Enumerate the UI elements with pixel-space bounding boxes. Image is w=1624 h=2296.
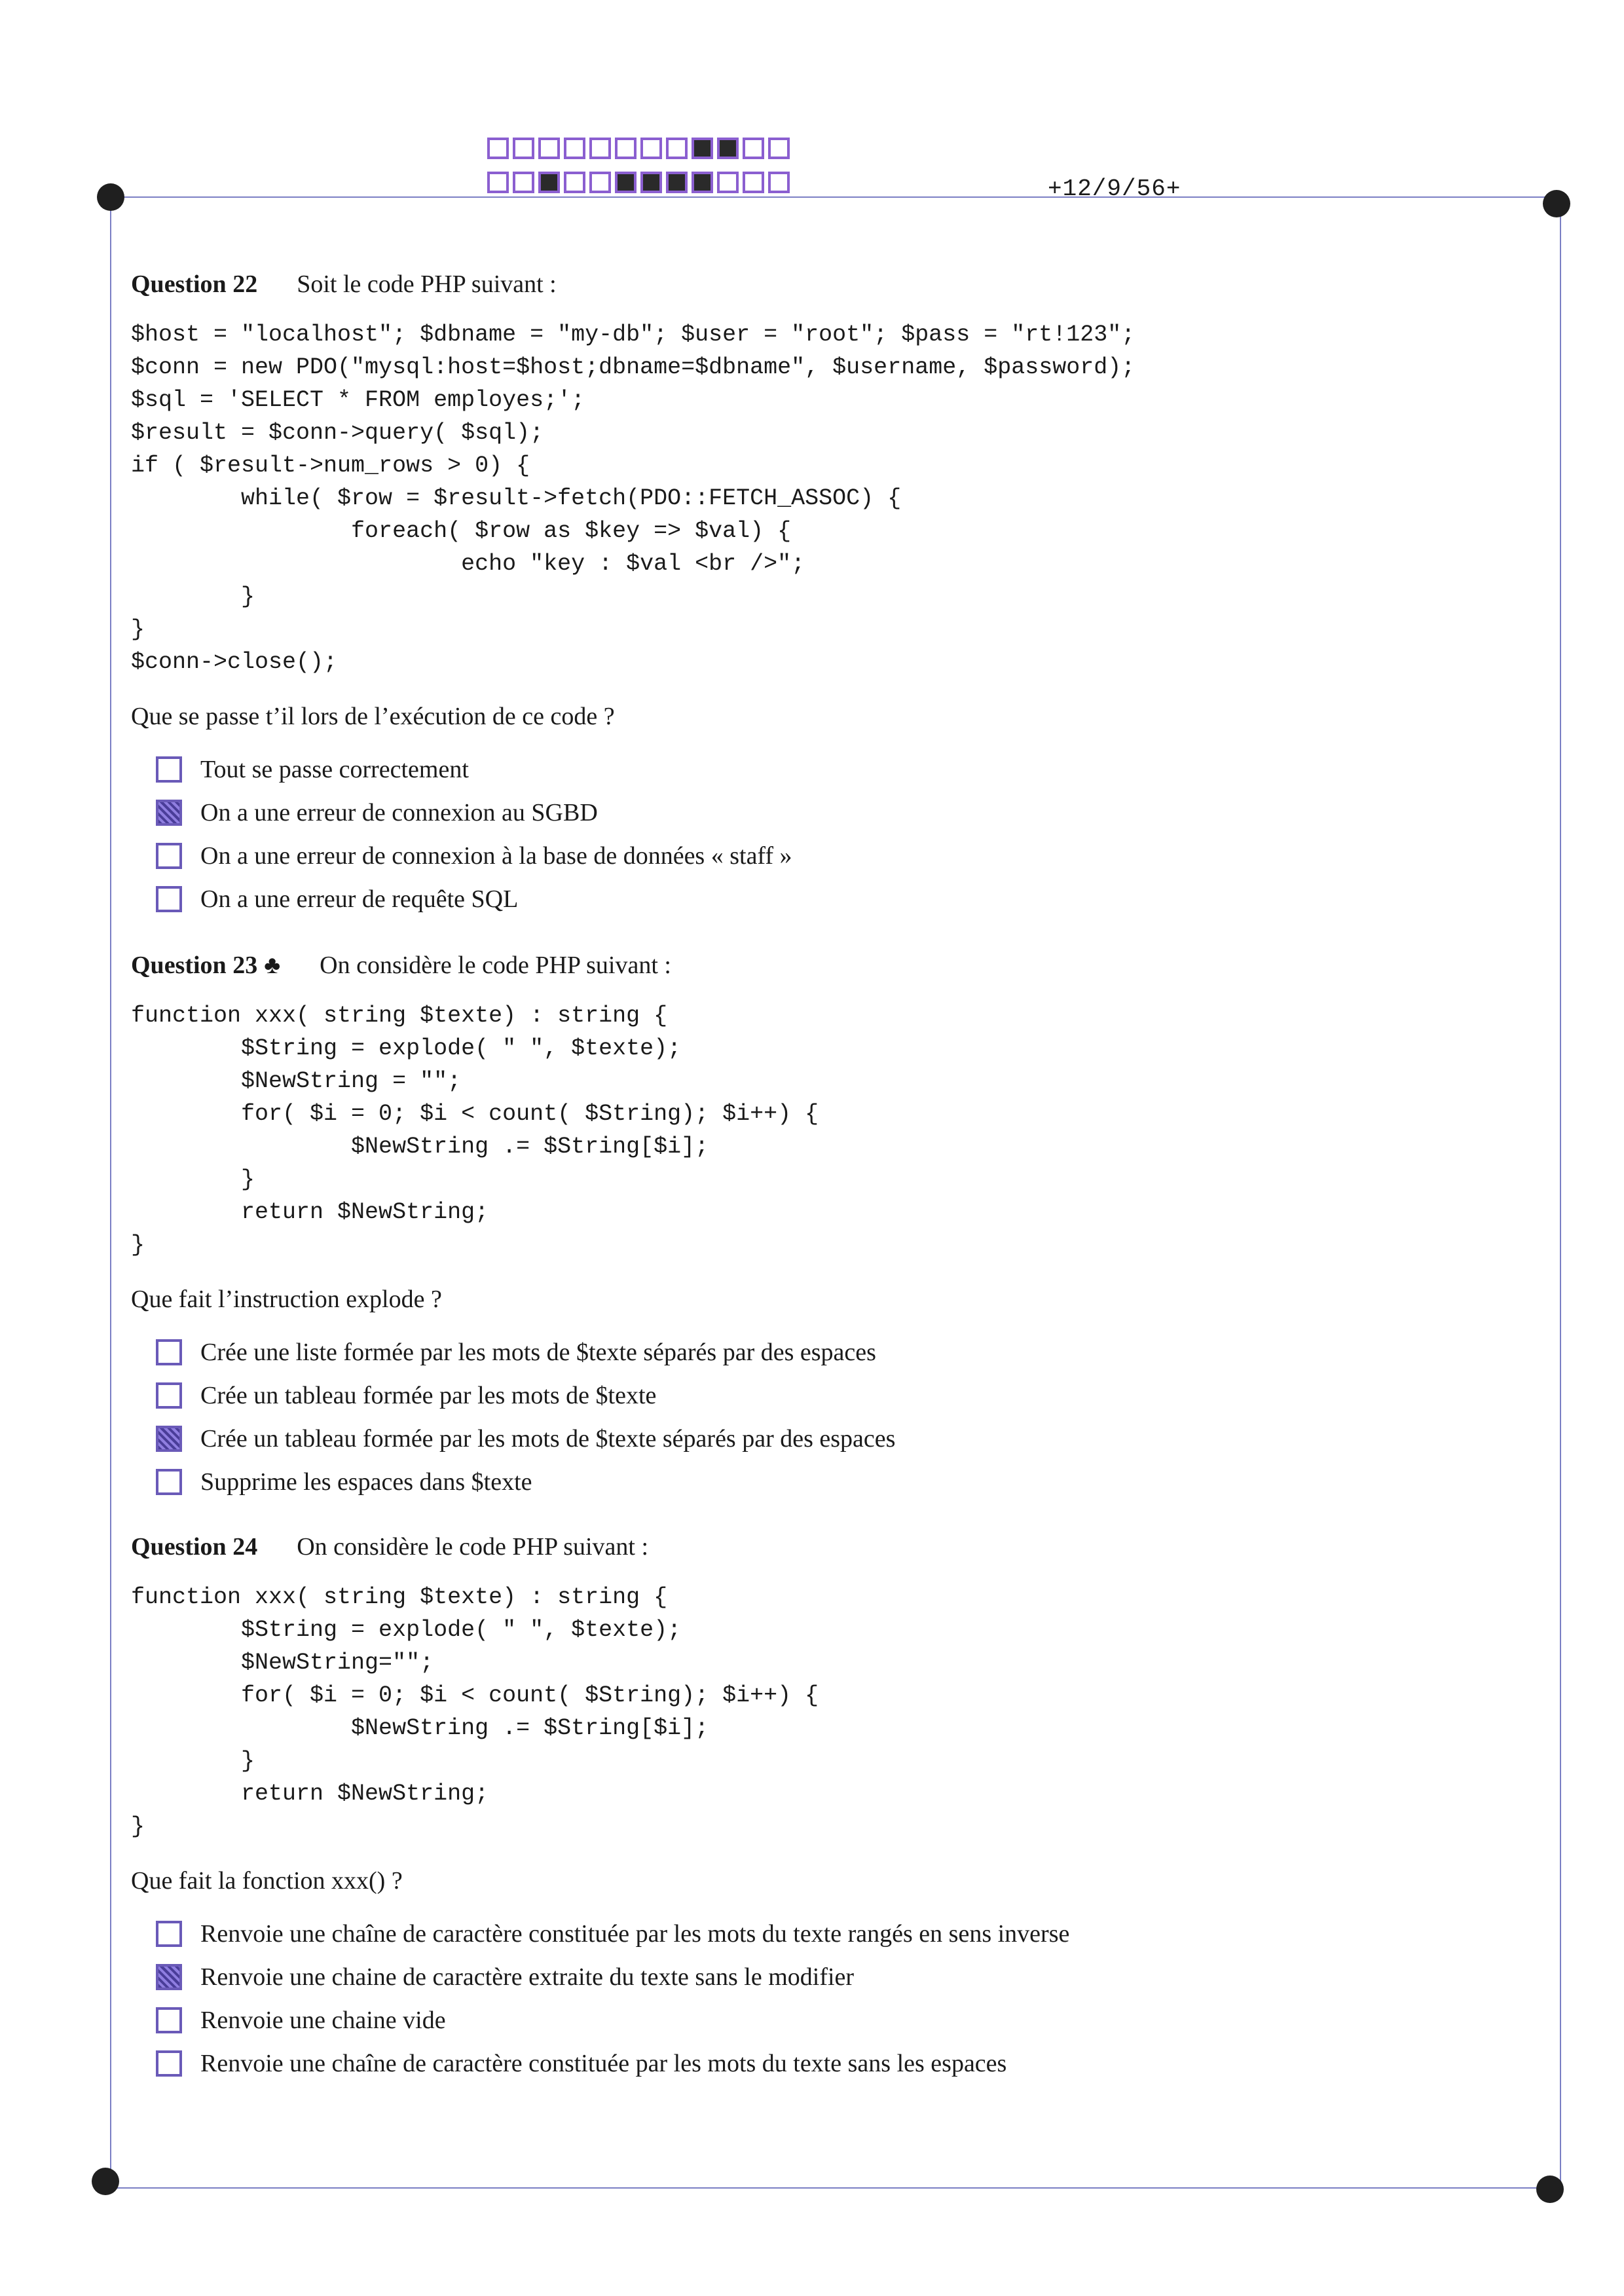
code-cell bbox=[564, 172, 585, 193]
code-cell bbox=[743, 172, 764, 193]
question-24 bbox=[131, 1532, 1519, 2096]
code-cell bbox=[589, 172, 611, 193]
question-title bbox=[131, 1532, 1519, 1561]
question-title bbox=[131, 270, 1519, 299]
code-cell bbox=[768, 172, 790, 193]
php-code-block: $host = "localhost"; $dbname = "my-db"; $user = "root"; $pass = "rt!123"; $conn = new PDO("mysql:host=$host;dbname=$dbname", $username, $password); $sql = 'SELECT * FROM employes;'; $result = $conn->query( $sql); if ( $result->num_rows > 0) { while( $row = $result->fetch(PDO::FETCH_ASSOC) { foreach( $row as $key => $val) { echo "key : $val <br />"; } } $conn->close(); bbox=[131, 322, 1135, 675]
answer-list bbox=[131, 1331, 1519, 1504]
question-prompt: Que fait l’instruction explode ? bbox=[131, 1286, 442, 1313]
question-intro: On considère le code PHP suivant : bbox=[320, 952, 671, 979]
code-cell bbox=[640, 138, 662, 159]
answer-label: On a une erreur de connexion au SGBD bbox=[200, 799, 598, 826]
code-cell bbox=[615, 138, 637, 159]
answer-label: Renvoie une chaine de caractère extraite du texte sans le modifier bbox=[200, 1963, 855, 1991]
question-intro: Soit le code PHP suivant : bbox=[297, 270, 557, 298]
code-cell bbox=[513, 172, 534, 193]
student-code-row-2 bbox=[487, 172, 794, 193]
student-code-row-1 bbox=[487, 138, 794, 159]
code-cell bbox=[487, 172, 509, 193]
answer-option[interactable] bbox=[156, 2042, 1519, 2085]
php-code-block: function xxx( string $texte) : string { $String = explode( " ", $texte); $NewString=""; for( $i = 0; $i < count( $String); $i++) { $NewString .= $String[$i]; } return $NewString; } bbox=[131, 1584, 819, 1840]
code-cell bbox=[487, 138, 509, 159]
checkbox[interactable] bbox=[156, 1921, 182, 1947]
corner-mark-bottom-right bbox=[1536, 2176, 1564, 2203]
answer-label: Crée un tableau formée par les mots de $texte bbox=[200, 1382, 657, 1409]
answer-option[interactable] bbox=[156, 791, 1519, 834]
code-cell bbox=[513, 138, 534, 159]
checkbox[interactable] bbox=[156, 843, 182, 869]
checkbox[interactable] bbox=[156, 1339, 182, 1365]
answer-label: Renvoie une chaine vide bbox=[200, 2007, 446, 2034]
checked-checkbox[interactable] bbox=[156, 1964, 182, 1990]
checkbox[interactable] bbox=[156, 2007, 182, 2033]
code-cell bbox=[666, 172, 688, 193]
answer-label: Crée un tableau formée par les mots de $texte séparés par des espaces bbox=[200, 1425, 896, 1453]
question-intro: On considère le code PHP suivant : bbox=[297, 1533, 649, 1561]
answer-option[interactable] bbox=[156, 1331, 1519, 1374]
code-cell bbox=[538, 138, 560, 159]
answer-option[interactable] bbox=[156, 1912, 1519, 1955]
checked-checkbox[interactable] bbox=[156, 800, 182, 826]
code-cell bbox=[538, 172, 560, 193]
question-22 bbox=[131, 270, 1519, 931]
page-id: +12/9/56+ bbox=[1048, 176, 1181, 202]
question-title bbox=[131, 951, 1519, 980]
question-prompt: Que se passe t’il lors de l’exécution de ce code ? bbox=[131, 703, 615, 730]
code-cell bbox=[717, 138, 739, 159]
code-cell bbox=[768, 138, 790, 159]
answer-label: Renvoie une chaîne de caractère constituée par les mots du texte sans les espaces bbox=[200, 2050, 1007, 2077]
question-number: Question 22 bbox=[131, 270, 258, 298]
answer-option[interactable] bbox=[156, 1460, 1519, 1504]
code-cell bbox=[564, 138, 585, 159]
answer-option[interactable] bbox=[156, 1374, 1519, 1417]
club-symbol: ♣ bbox=[264, 952, 281, 979]
code-cell bbox=[589, 138, 611, 159]
question-number: Question 23 bbox=[131, 952, 258, 979]
answer-list bbox=[131, 1912, 1519, 2085]
code-cell bbox=[692, 172, 713, 193]
answer-option[interactable] bbox=[156, 748, 1519, 791]
checkbox[interactable] bbox=[156, 756, 182, 783]
checkbox[interactable] bbox=[156, 2050, 182, 2077]
php-code-block: function xxx( string $texte) : string { $String = explode( " ", $texte); $NewString = ""; for( $i = 0; $i < count( $String); $i++) { $NewString .= $String[$i]; } return $NewString; } bbox=[131, 1003, 819, 1258]
answer-label: Supprime les espaces dans $texte bbox=[200, 1468, 532, 1496]
code-cell bbox=[743, 138, 764, 159]
code-cell bbox=[615, 172, 637, 193]
question-23 bbox=[131, 951, 1519, 1514]
checkbox[interactable] bbox=[156, 1382, 182, 1409]
answer-label: On a une erreur de connexion à la base de données « staff » bbox=[200, 842, 792, 870]
question-prompt: Que fait la fonction xxx() ? bbox=[131, 1867, 403, 1895]
checked-checkbox[interactable] bbox=[156, 1426, 182, 1452]
question-number: Question 24 bbox=[131, 1533, 258, 1561]
answer-option[interactable] bbox=[156, 1417, 1519, 1460]
checkbox[interactable] bbox=[156, 1469, 182, 1495]
corner-mark-top-right bbox=[1543, 190, 1570, 217]
answer-list bbox=[131, 748, 1519, 921]
code-cell bbox=[717, 172, 739, 193]
code-cell bbox=[640, 172, 662, 193]
answer-label: Renvoie une chaîne de caractère constituée par les mots du texte rangés en sens inverse bbox=[200, 1920, 1070, 1948]
code-cell bbox=[692, 138, 713, 159]
answer-label: Crée une liste formée par les mots de $texte séparés par des espaces bbox=[200, 1339, 876, 1366]
checkbox[interactable] bbox=[156, 886, 182, 912]
corner-mark-top-left bbox=[97, 183, 124, 211]
answer-option[interactable] bbox=[156, 878, 1519, 921]
corner-mark-bottom-left bbox=[92, 2168, 119, 2195]
answer-option[interactable] bbox=[156, 1955, 1519, 1999]
answer-label: On a une erreur de requête SQL bbox=[200, 885, 519, 913]
answer-label: Tout se passe correctement bbox=[200, 756, 469, 783]
answer-option[interactable] bbox=[156, 834, 1519, 878]
answer-option[interactable] bbox=[156, 1999, 1519, 2042]
code-cell bbox=[666, 138, 688, 159]
